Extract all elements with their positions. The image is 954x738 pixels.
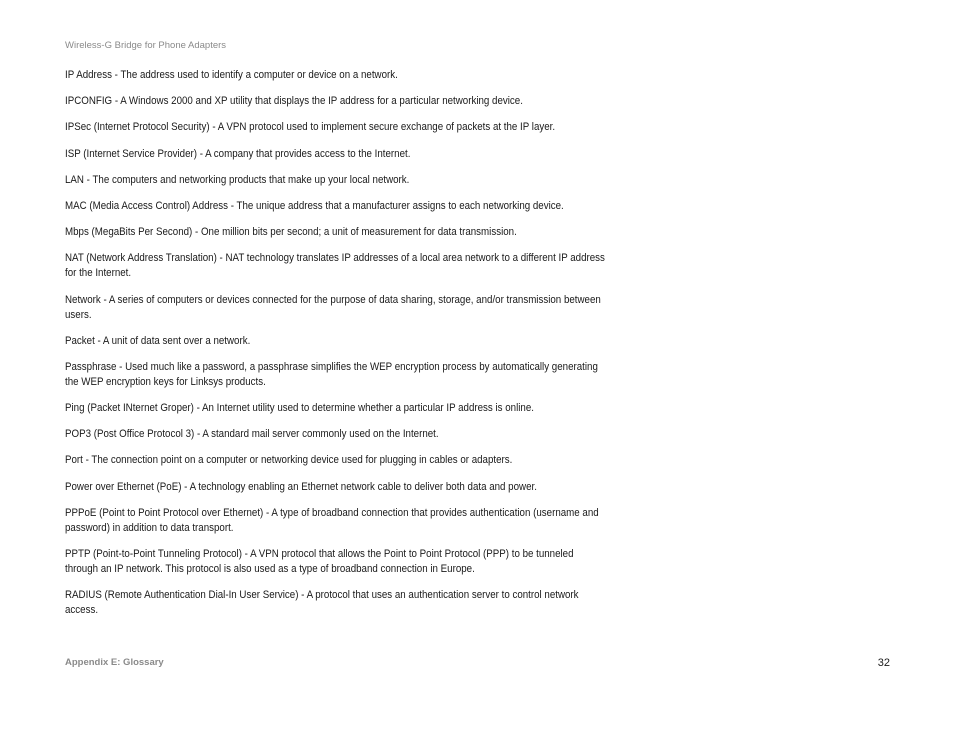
glossary-entry-mbps: Mbps (MegaBits Per Second) - One million bits per second; a unit of measurement for data transmission. [65, 226, 517, 239]
glossary-entry-ipconfig: IPCONFIG - A Windows 2000 and XP utility that displays the IP address for a particular networking device. [65, 95, 523, 108]
glossary-entry-ipsec: IPSec (Internet Protocol Security) - A VPN protocol used to implement secure exchange of packets at the IP layer. [65, 121, 556, 134]
glossary-entry-packet: Packet - A unit of data sent over a network. [65, 334, 251, 347]
glossary-entry-mac-address: MAC (Media Access Control) Address - The unique address that a manufacturer assigns to each networking device. [65, 199, 564, 212]
glossary-entry-port: Port - The connection point on a computer or networking device used for plugging in cables or adapters. [65, 454, 513, 467]
glossary-entry-network: Network - A series of computers or devices connected for the purpose of data sharing, storage, and/or transmission between users. [65, 293, 601, 321]
glossary-entry-ping: Ping (Packet INternet Groper) - An Internet utility used to determine whether a particular IP address is online. [65, 402, 534, 415]
glossary-entry-ip-address: IP Address - The address used to identify a computer or device on a network. [65, 69, 398, 81]
page-number: 32 [877, 657, 890, 669]
glossary-entry-passphrase: Passphrase - Used much like a password, a passphrase simplifies the WEP encryption process by automatically generating the WEP encryption keys for Linksys products. [65, 360, 598, 388]
glossary-entry-pptp: PPTP (Point-to-Point Tunneling Protocol) - A VPN protocol that allows the Point to Point Protocol (PPP) to be tunneled through an IP network. This protocol is also used as a type of broadband connection in Europe. [65, 548, 574, 575]
glossary-list [65, 68, 605, 629]
glossary-entry-isp: ISP (Internet Service Provider) - A company that provides access to the Internet. [65, 147, 411, 160]
glossary-entry-pppoe: PPPoE (Point to Point Protocol over Ethernet) - A type of broadband connection that provides authentication (username and password) in addition to data transport. [65, 506, 599, 534]
glossary-entry-nat: NAT (Network Address Translation) - NAT technology translates IP addresses of a local area network to a different IP address for the Internet. [65, 252, 605, 280]
glossary-entry-lan: LAN - The computers and networking products that make up your local network. [65, 173, 410, 186]
running-header: Wireless-G Bridge for Phone Adapters [65, 40, 227, 51]
glossary-entry-radius: RADIUS (Remote Authentication Dial-In User Service) - A protocol that uses an authentication server to control network access. [65, 589, 579, 617]
glossary-entry-poe: Power over Ethernet (PoE) - A technology enabling an Ethernet network cable to deliver both data and power. [65, 480, 537, 493]
glossary-entry-pop3: POP3 (Post Office Protocol 3) - A standard mail server commonly used on the Internet. [65, 428, 439, 441]
running-footer: Appendix E: Glossary [65, 657, 164, 668]
